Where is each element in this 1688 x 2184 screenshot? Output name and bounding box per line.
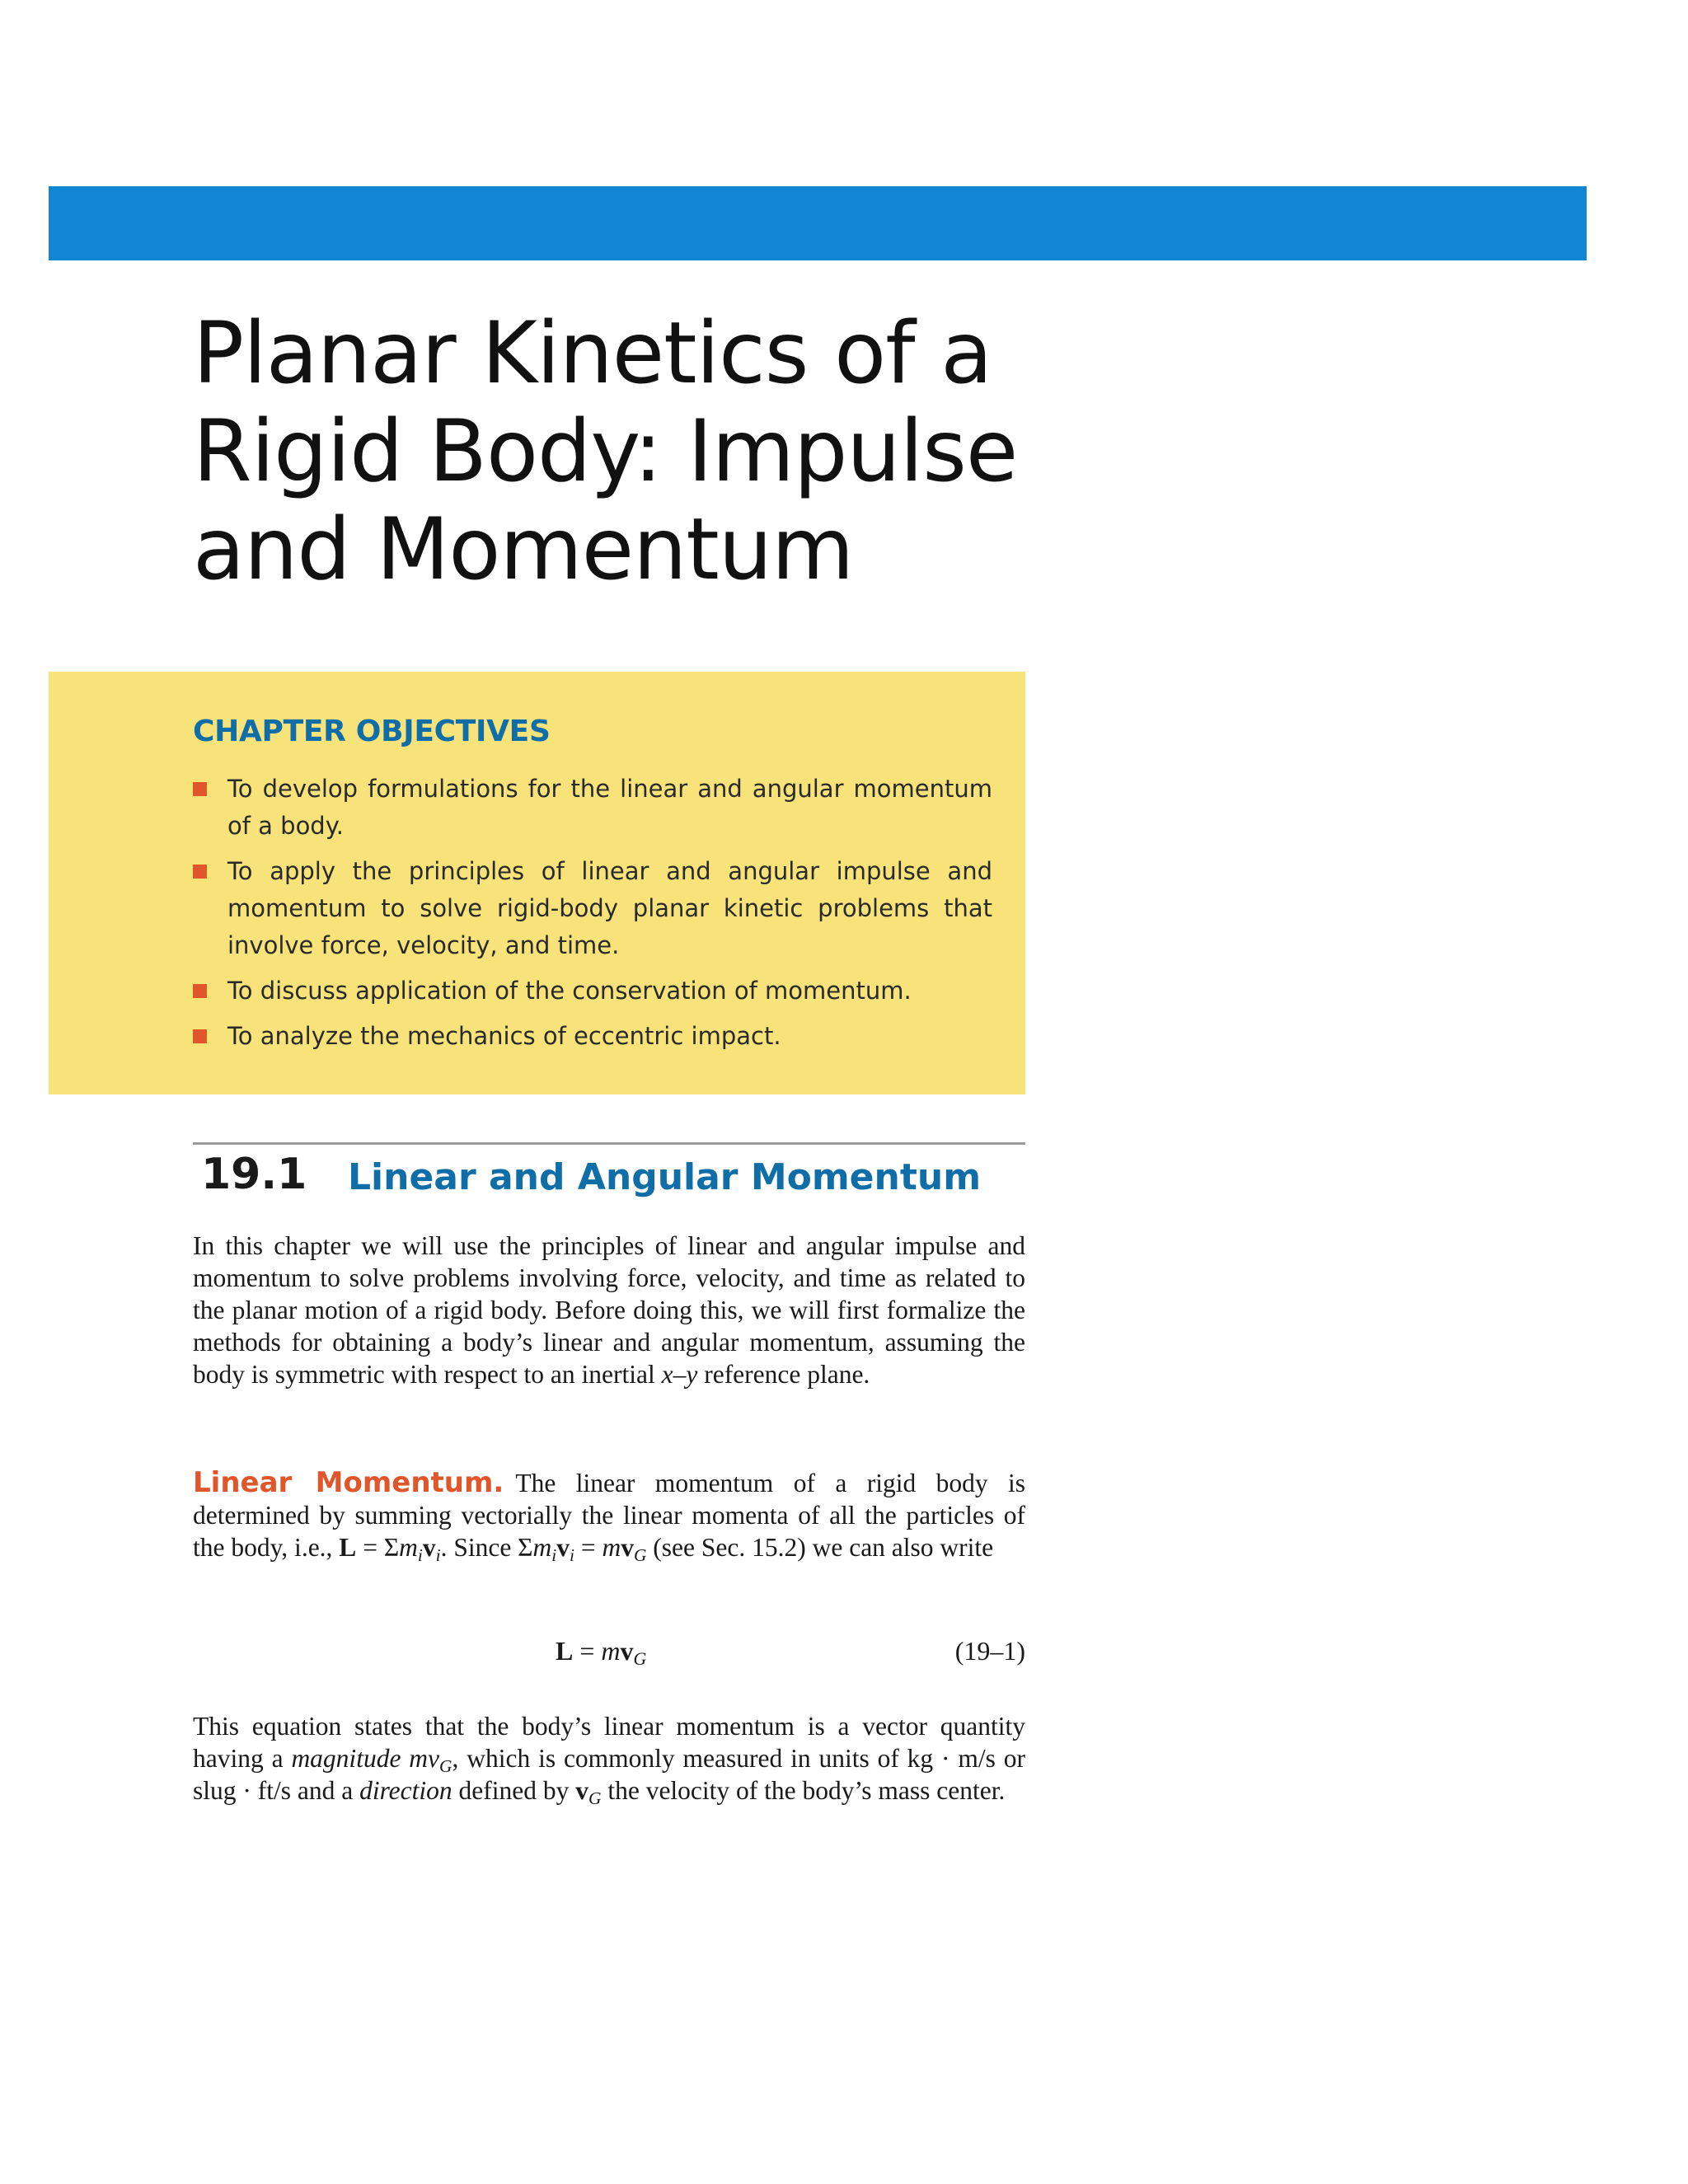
square-bullet-icon: [193, 1029, 207, 1043]
symbol: m: [602, 1533, 621, 1562]
objective-item: [193, 972, 992, 1010]
subscript: i: [551, 1544, 557, 1565]
objectives-heading: CHAPTER OBJECTIVES: [193, 715, 551, 748]
equation-body: [556, 1636, 647, 1670]
square-bullet-icon: [193, 782, 207, 796]
equation-operator: =: [573, 1636, 602, 1666]
section-title: Linear and Angular Momentum: [348, 1156, 982, 1198]
xy-plane-label: x–y: [661, 1360, 698, 1389]
equation-19-1: [193, 1636, 1025, 1674]
intro-paragraph: [193, 1230, 1025, 1390]
linear-momentum-heading: Linear Momentum.: [193, 1466, 504, 1499]
equation-velocity: v: [620, 1636, 634, 1666]
chapter-title-line: Rigid Body: Impulse: [193, 402, 1018, 501]
objectives-list: [193, 771, 992, 1063]
objective-text: To develop formulations for the linear and angular momentum of a body.: [227, 775, 992, 840]
square-bullet-icon: [193, 865, 207, 879]
chapter-banner: [49, 186, 1587, 260]
explanation-paragraph: [193, 1710, 1025, 1807]
symbol: v: [575, 1776, 588, 1805]
equation-subscript: G: [633, 1649, 647, 1670]
symbol: mv: [409, 1744, 440, 1773]
paragraph-text: = Σ: [356, 1533, 400, 1562]
chapter-objectives-box: [49, 672, 1025, 1094]
equation-mass: m: [601, 1636, 621, 1666]
intro-text: reference plane.: [697, 1360, 870, 1389]
symbol: v: [556, 1533, 570, 1562]
chapter-title-line: Planar Kinetics of a: [193, 304, 992, 403]
subscript: i: [435, 1544, 441, 1565]
equation-number: (19–1): [954, 1636, 1025, 1666]
paragraph-text: The linear momentum of a rigid body is determined by summing vectorially the linear momenta of all the particles of the body, i.e.,: [193, 1469, 1025, 1562]
symbol: v: [422, 1533, 436, 1562]
subscript: G: [633, 1544, 647, 1565]
intro-text: In this chapter we will use the principles of linear and angular impulse and momentum to solve problems involving force, velocity, and time as related to the planar motion of a rigid body. Before doing this, we will first formalize the methods for obtaining a body’s linear and angular momentum, assuming the body is symmetric with respect to an inertial: [193, 1231, 1025, 1389]
square-bullet-icon: [193, 984, 207, 998]
paragraph-text: , which is commonly measured in units of kg · m/s or slug · ft/s and a: [193, 1744, 1026, 1805]
subscript: G: [588, 1788, 602, 1808]
paragraph-text: defined by: [452, 1776, 576, 1805]
symbol: m: [399, 1533, 418, 1562]
emphasis: magnitude: [291, 1744, 401, 1773]
chapter-title: [193, 305, 1182, 599]
section-divider: [193, 1142, 1025, 1145]
objective-text: To apply the principles of linear and angular impulse and momentum to solve rigid-body planar kinetic problems that involve force, velocity, and time.: [227, 857, 992, 959]
subscript: G: [439, 1755, 452, 1776]
paragraph-text: (see Sec. 15.2) we can also write: [646, 1533, 994, 1562]
section-number: 19.1: [201, 1150, 307, 1199]
objective-item: [193, 853, 992, 964]
objective-item: [193, 771, 992, 845]
symbol: L: [339, 1533, 357, 1562]
equation-lhs: L: [556, 1636, 574, 1666]
emphasis: direction: [359, 1776, 452, 1805]
paragraph-text: This equation states that the body’s linear momentum is a vector quantity having a: [193, 1712, 1025, 1773]
paragraph-text: =: [574, 1533, 603, 1562]
objective-text: To analyze the mechanics of eccentric impact.: [227, 1022, 781, 1050]
subscript: i: [569, 1544, 574, 1565]
symbol: v: [621, 1533, 634, 1562]
paragraph-text: . Since Σ: [440, 1533, 533, 1562]
chapter-title-line: and Momentum: [193, 500, 854, 599]
subscript: i: [417, 1544, 423, 1565]
objective-item: [193, 1018, 992, 1055]
symbol: m: [532, 1533, 552, 1562]
linear-momentum-paragraph: [193, 1467, 1025, 1563]
paragraph-text: the velocity of the body’s mass center.: [601, 1776, 1006, 1805]
objective-text: To discuss application of the conservation of momentum.: [227, 977, 912, 1005]
